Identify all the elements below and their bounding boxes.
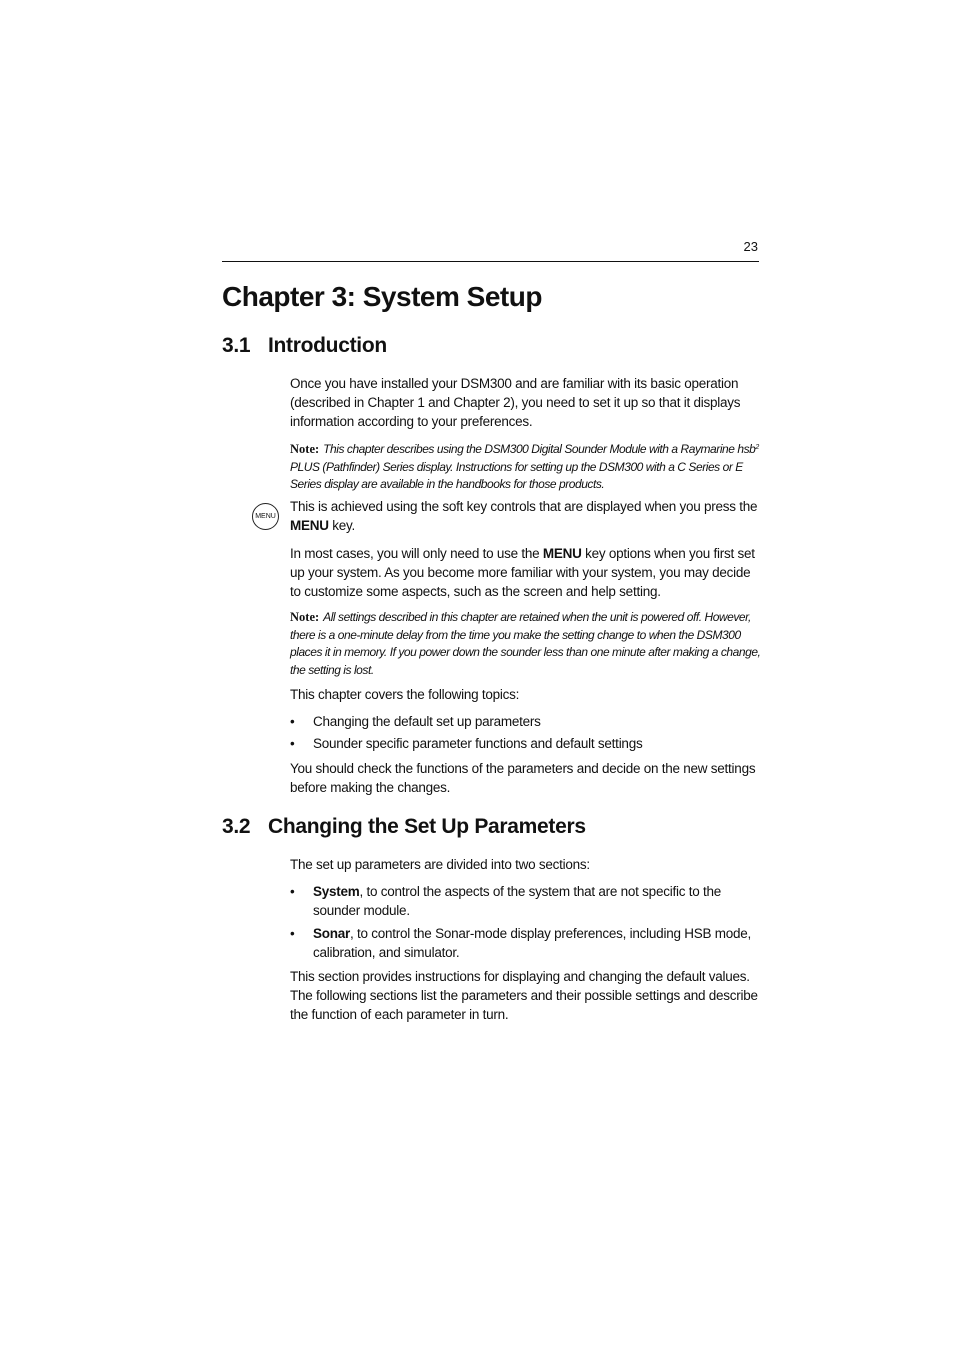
term-system: System xyxy=(313,884,360,899)
note-text-continued: PLUS (Pathfinder) Series display. Instructions for setting up the DSM300 with a C Series or E Series display are available in the handbooks for those products. xyxy=(290,459,743,492)
list-item xyxy=(290,734,762,753)
topics-list xyxy=(290,712,762,753)
bullet: • xyxy=(290,736,295,751)
note-label: Note: xyxy=(290,442,320,456)
note-superscript: 2 xyxy=(755,444,759,451)
bullet: • xyxy=(290,926,295,941)
note-settings-retained xyxy=(290,609,762,680)
list-item-text: Changing the default set up parameters xyxy=(313,714,541,729)
note-text: This chapter describes using the DSM300 Digital Sounder Module with a Raymarine hsb xyxy=(323,442,756,456)
section-number: 3.1 xyxy=(222,334,251,357)
check-functions-paragraph: You should check the functions of the parameters and decide on the new settings before making the changes. xyxy=(290,761,756,795)
note-text: All settings described in this chapter are retained when the unit is powered off. However, there is a one-minute delay from the time you make the setting change to when the DSM300 places it in memory. If you power down the sounder less than one minute after making a change, the setting is lost. xyxy=(290,610,761,678)
soft-key-text-end: key. xyxy=(328,518,356,533)
menu-options-text-end: key options when you first set up your system. As you become more familiar with your system, you may decide to customize some aspects, such as the screen and help setting. xyxy=(290,546,755,599)
note-label: Note: xyxy=(290,610,320,624)
menu-key-label: MENU xyxy=(290,518,329,533)
intro-paragraph: Once you have installed your DSM300 and are familiar with its basic operation (described in Chapter 1 and Chapter 2), you need to set it up so that it displays information according to your preferences. xyxy=(290,376,741,429)
section-number: 3.2 xyxy=(222,815,251,838)
bullet: • xyxy=(290,714,295,729)
section-heading-changing-parameters xyxy=(222,815,586,839)
header-rule xyxy=(222,261,759,262)
section-title-text: Introduction xyxy=(268,334,387,357)
list-item-text: Sounder specific parameter functions and default settings xyxy=(313,736,643,751)
topics-intro: This chapter covers the following topics: xyxy=(290,687,520,702)
page-number: 23 xyxy=(743,239,758,254)
instructions-paragraph: This section provides instructions for displaying and changing the default values. The following sections list the parameters and their possible settings and describe the function of each parameter in turn. xyxy=(290,969,758,1022)
soft-key-text: This is achieved using the soft key controls that are displayed when you press the xyxy=(290,499,758,514)
menu-key-icon: MENU xyxy=(252,503,279,530)
bullet: • xyxy=(290,884,295,899)
sections-list xyxy=(290,882,762,962)
menu-options-paragraph xyxy=(290,544,762,601)
section-title-text: Changing the Set Up Parameters xyxy=(268,815,586,838)
list-item xyxy=(290,712,762,731)
menu-key-label: MENU xyxy=(542,546,582,561)
list-item xyxy=(290,924,762,962)
note-dsm300-display xyxy=(290,439,762,494)
section-heading-introduction xyxy=(222,334,387,358)
list-item xyxy=(290,882,762,920)
menu-options-text: In most cases, you will only need to use the xyxy=(290,546,543,561)
term-sonar: Sonar xyxy=(313,926,351,941)
soft-key-paragraph xyxy=(290,497,762,535)
term-description: , to control the aspects of the system that are not specific to the sounder module. xyxy=(313,884,721,918)
chapter-title: Chapter 3: System Setup xyxy=(222,281,542,312)
sections-intro: The set up parameters are divided into two sections: xyxy=(290,857,590,872)
term-description: , to control the Sonar-mode display preferences, including HSB mode, calibration, and simulator. xyxy=(313,926,751,960)
